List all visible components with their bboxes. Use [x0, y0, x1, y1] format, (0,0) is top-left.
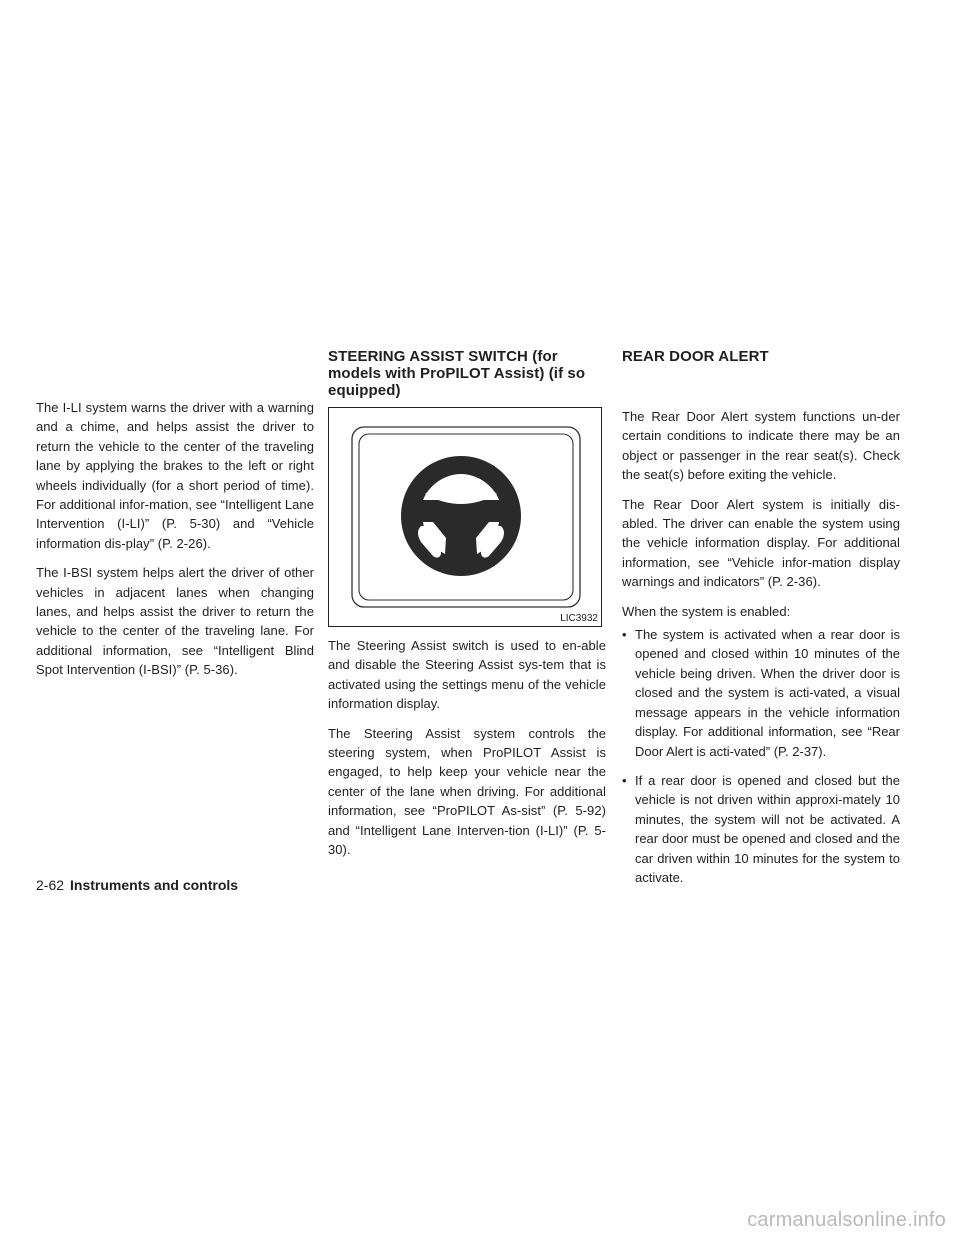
steering-wheel-illustration — [329, 408, 603, 628]
watermark: carmanualsonline.info — [747, 1209, 946, 1231]
bullet-marker: • — [622, 627, 627, 643]
left-column — [36, 398, 314, 690]
steering-assist-heading: STEERING ASSIST SWITCH (for models with ProPILOT Assist) (if so equipped) — [328, 348, 586, 399]
bullet-text: The system is activated when a rear door is opened and closed within 10 minutes of the vehicle being driven. When the driver door is closed and the system is acti-vated, a visual message appears in the vehicle information display. For additional information, see “Rear Door Alert is acti-vated” (P. 2-37). — [635, 627, 900, 759]
list-item — [622, 625, 900, 761]
page-footer — [36, 876, 238, 894]
rear-door-alert-paragraph-1: The Rear Door Alert system functions un-der certain conditions to indicate there may be an object or passenger in the rear seat(s). Check the seat(s) before exiting the vehicle. — [622, 409, 900, 483]
ili-paragraph: The I-LI system warns the driver with a warning and a chime, and helps assist the driver to return the vehicle to the center of the traveling lane by applying the brakes to the left or right wheels individually (for a short period of time). For additional infor-mation, see “Intelligent Lane Intervention (I-LI)” (P. 5-30) and “Vehicle information dis-play” (P. 2-26). — [36, 400, 314, 551]
section-title: Instruments and controls — [70, 877, 239, 893]
ibsi-paragraph: The I-BSI system helps alert the driver of other vehicles in adjacent lanes when changing lanes, and helps assist the driver to return the vehicle to the center of the traveling lane. For additional information, see “Intelligent Blind Spot Intervention (I-BSI)” (P. 5-36). — [36, 565, 314, 678]
steering-assist-figure — [328, 407, 602, 627]
steering-assist-section — [328, 348, 606, 869]
rear-door-alert-heading: REAR DOOR ALERT — [622, 348, 769, 365]
rear-door-alert-paragraph-3: When the system is enabled: — [622, 603, 791, 619]
bullet-marker: • — [622, 772, 627, 788]
bullet-text: If a rear door is opened and closed but the vehicle is not driven within approxi-mately 10 minutes, the system will not be activated. A rear door must be opened and closed and the car driven within 10 minutes for the system to activate. — [635, 772, 900, 885]
page-number: 2-62 — [36, 877, 65, 893]
rear-door-alert-section — [622, 348, 900, 897]
figure-code: LIC3932 — [560, 613, 598, 624]
rear-door-alert-paragraph-2: The Rear Door Alert system is initially dis-abled. The driver can enable the system using the vehicle information display. For additional information, see “Vehicle infor-mation display warnings and indicators” (P. 2-36). — [622, 496, 900, 590]
rear-door-alert-bullet-list — [622, 625, 900, 887]
steering-wheel-icon — [401, 456, 521, 576]
steering-assist-paragraph-2: The Steering Assist system controls the steering system, when ProPILOT Assist is engaged, to help keep your vehicle near the center of the lane when driving. For additional information, see “ProPILOT As-sist” (P. 5-92) and “Intelligent Lane Interven-tion (I-LI)” (P. 5-30). — [328, 725, 606, 858]
list-item — [622, 771, 900, 887]
steering-assist-paragraph-1: The Steering Assist switch is used to en-able and disable the Steering Assist sys-tem that is activated using the settings menu of the vehicle information display. — [328, 638, 606, 712]
